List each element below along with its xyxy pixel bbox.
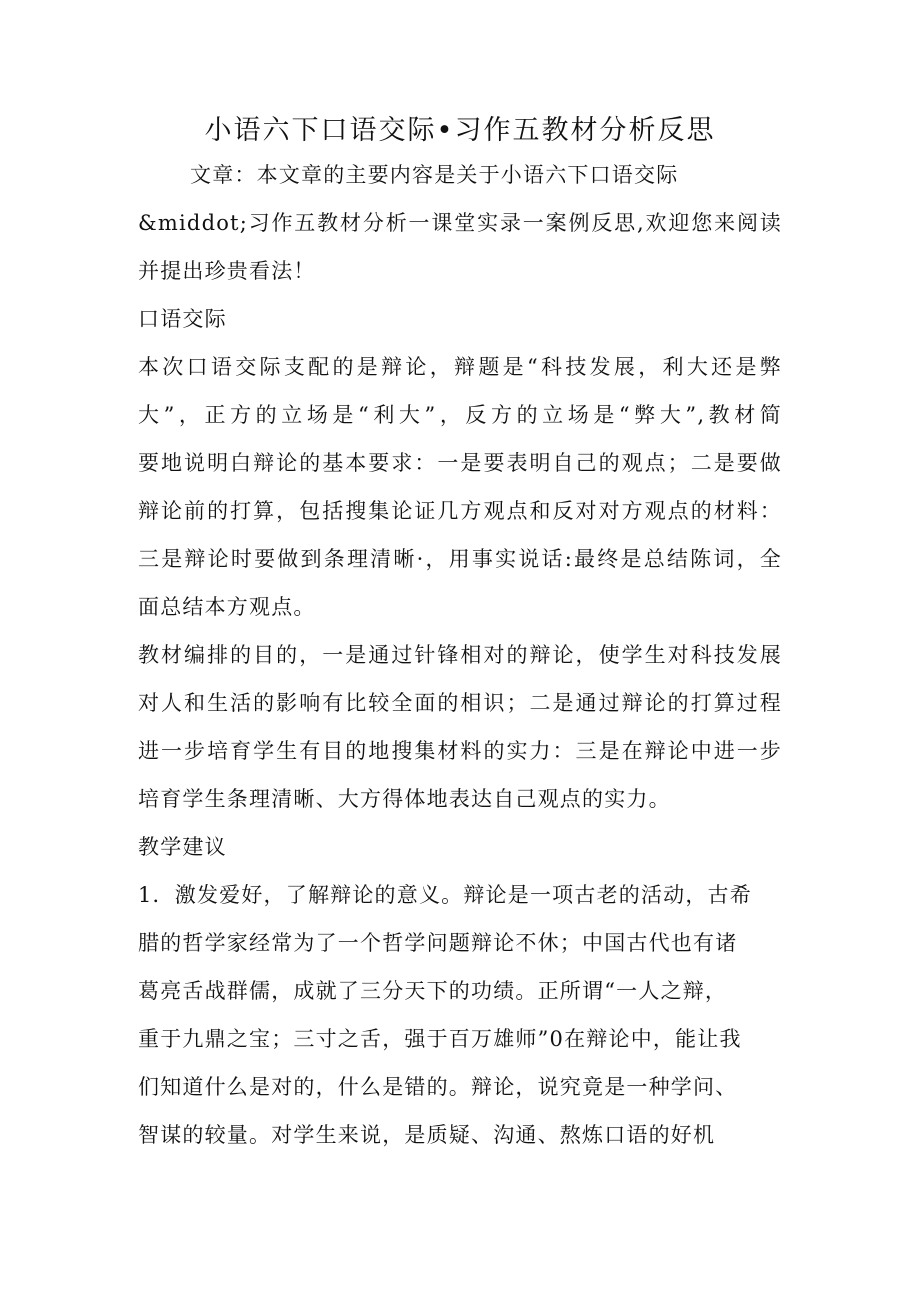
document-title: 小语六下口语交际•习作五教材分析反思 [204,115,716,146]
paragraph-line: 本次口语交际支配的是辩论，辩题是“科技发展，利大还是弊 [138,355,782,379]
paragraph-line: 们知道什么是对的，什么是错的。辩论，说究竟是一种学问、 [138,1075,738,1099]
paragraph-line: 教材编排的目的，一是通过针锋相对的辩论，使学生对科技发展 [138,643,782,667]
paragraph-line: 智谋的较量。对学生来说，是质疑、沟通、熬炼口语的好机 [138,1123,716,1147]
paragraph-line: 三是辩论时要做到条理清晰·，用事实说话:最终是总结陈词，全 [138,547,782,571]
paragraph-line: 1．激发爱好，了解辩论的意义。辩论是一项古老的活动，古希 [138,883,752,907]
paragraph-line: 辩论前的打算，包括搜集论证几方观点和反对对方观点的材料： [138,499,782,523]
paragraph-line: 面总结本方观点。 [138,595,316,619]
paragraph-line: 重于九鼎之宝；三寸之舌，强于百万雄师”0在辩论中，能让我 [138,1027,742,1051]
summary-line-2: &middot;习作五教材分析一课堂实录一案例反思,欢迎您来阅读 [138,211,782,235]
paragraph-line: 葛亮舌战群儒，成就了三分天下的功绩。正所谓“一人之辩， [138,979,728,1003]
section-heading-oral: 口语交际 [138,307,227,331]
summary-line-3: 并提出珍贵看法！ [138,259,316,283]
paragraph-line: 要地说明白辩论的基本要求：一是要表明自己的观点；二是要做 [138,451,782,475]
section-heading-teaching: 教学建议 [138,835,227,859]
paragraph-line: 进一步培育学生有目的地搜集材料的实力：三是在辩论中进一步 [138,739,782,763]
paragraph-line: 对人和生活的影响有比较全面的相识；二是通过辩论的打算过程 [138,691,782,715]
paragraph-line: 培育学生条理清晰、大方得体地表达自己观点的实力。 [138,787,671,811]
paragraph-line: 腊的哲学家经常为了一个哲学问题辩论不休；中国古代也有诸 [138,931,738,955]
paragraph-line: 大”，正方的立场是“利大”，反方的立场是“弊大”,教材简 [138,403,782,427]
summary-line-1: 文章：本文章的主要内容是关于小语六下口语交际 [190,163,679,187]
